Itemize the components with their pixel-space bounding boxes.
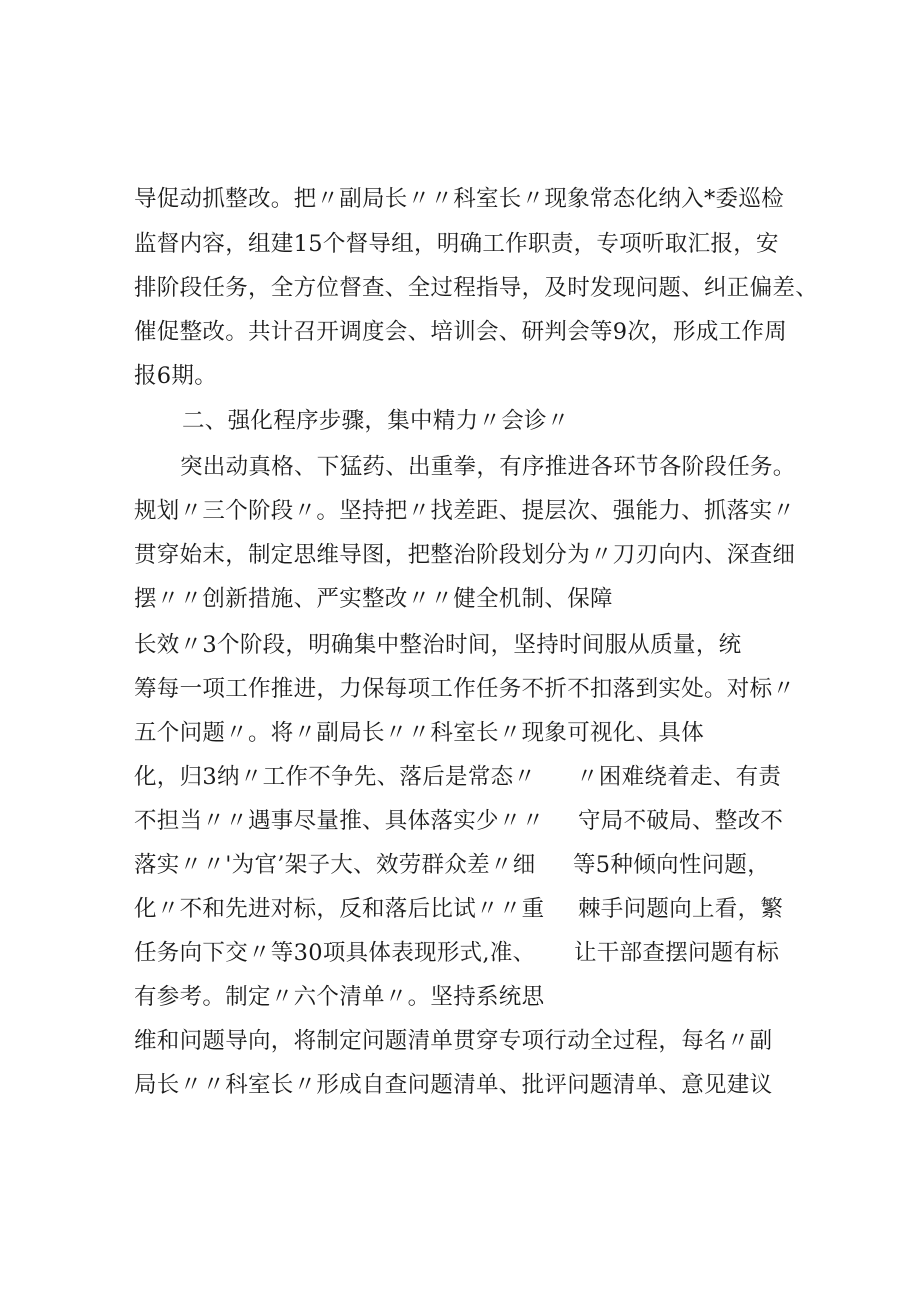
paragraph-line: 突出动真格、下猛药、出重拳，有序推进各环节各阶段任务。 [180, 454, 796, 480]
paragraph-fragment-right: 让干部查摆问题有标 [574, 940, 780, 966]
paragraph-line: 摆〃〃创新措施、严实整改〃〃健全机制、保障 [134, 586, 613, 612]
paragraph-line: 催促整改。共计召开调度会、培训会、研判会等9次，形成工作周 [134, 319, 788, 345]
paragraph-fragment-left: 化〃不和先进对标，反和落后比试〃〃重 [134, 896, 545, 922]
paragraph-fragment-left: 落实〃〃'为官’架子大、效劳群众差〃细 [134, 852, 536, 878]
paragraph-fragment-left: 不担当〃〃遇事尽量推、具体落实少〃〃 [134, 808, 545, 834]
paragraph-fragment-right: 守局不破局、整改不 [578, 808, 784, 834]
paragraph-fragment-left: 任务向下交〃等30项具体表现形式,准、 [134, 940, 536, 966]
paragraph-line: 导促动抓整改。把〃副局长〃〃科室长〃现象常态化纳入*委巡检 [134, 186, 784, 212]
paragraph-fragment-right: 等5种倾向性问题， [573, 852, 771, 878]
paragraph-line: 贯穿始末，制定思维导图，把整治阶段划分为〃刀刃向内、深查细 [134, 542, 796, 568]
paragraph-fragment-right: 〃困难绕着走、有责 [576, 764, 782, 790]
paragraph-line: 监督内容，组建15个督导组，明确工作职责，专项听取汇报，安 [134, 231, 779, 257]
paragraph-line: 局长〃〃科室长〃形成自查问题清单、批评问题清单、意见建议 [134, 1072, 773, 1098]
paragraph-line: 筹每一项工作推进，力保每项工作任务不折不扣落到实处。对标〃 [134, 676, 796, 702]
paragraph-line: 报6期。 [134, 363, 218, 389]
paragraph-fragment-left: 化，归3纳〃工作不争先、落后是常态〃 [134, 764, 537, 790]
paragraph-fragment-right: 棘手问题向上看，繁 [578, 896, 784, 922]
paragraph-line: 有参考。制定〃六个清单〃。坚持系统思 [134, 984, 545, 1010]
paragraph-line: 维和问题导向，将制定问题清单贯穿专项行动全过程，每名〃副 [134, 1028, 773, 1054]
section-heading: 二、强化程序步骤，集中精力〃会诊〃 [182, 408, 570, 434]
paragraph-line: 排阶段任务，全方位督查、全过程指导，及时发现问题、纠正偏差、 [134, 275, 819, 301]
paragraph-line: 长效〃3个阶段，明确集中整治时间，坚持时间服从质量，统 [134, 632, 742, 658]
paragraph-line: 五个问题〃。将〃副局长〃〃科室长〃现象可视化、具体 [134, 720, 705, 746]
paragraph-line: 规划〃三个阶段〃。坚持把〃找差距、提层次、强能力、抓落实〃 [134, 498, 796, 524]
